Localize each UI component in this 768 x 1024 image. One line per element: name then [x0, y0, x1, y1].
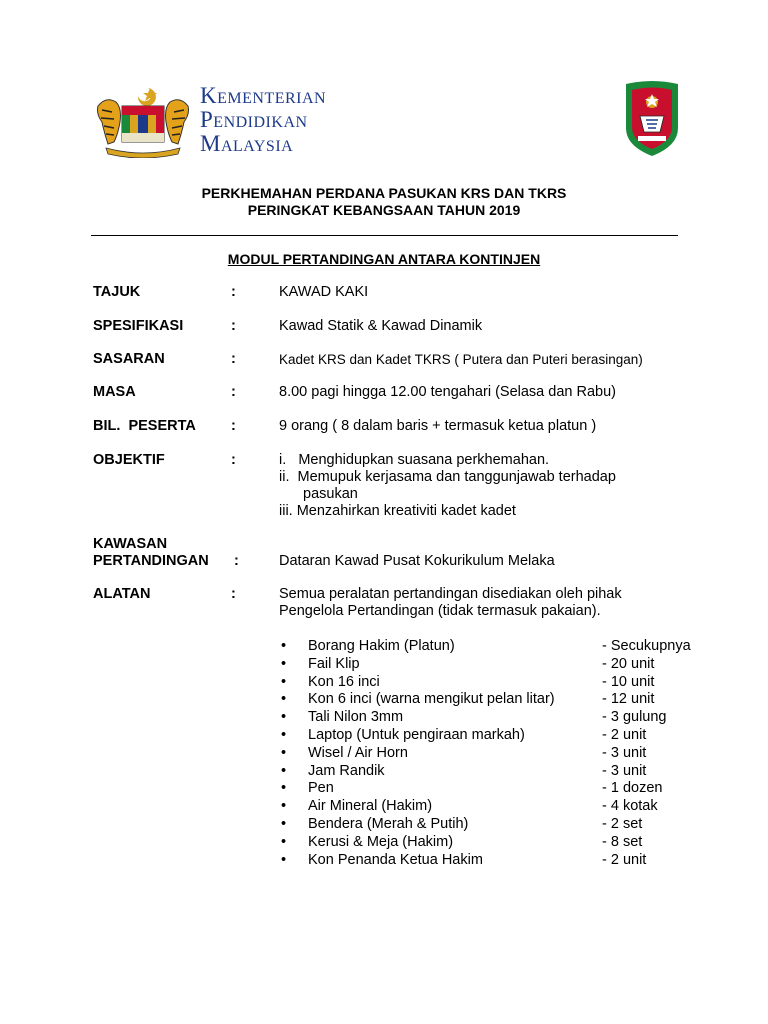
bullet-icon: •: [281, 851, 287, 868]
bullet-icon: •: [281, 673, 287, 690]
objective-list: [279, 452, 679, 520]
equipment-list: [279, 638, 719, 869]
field-label: OBJEKTIF: [93, 452, 165, 468]
ministry-line: Kementerian: [200, 83, 327, 108]
equipment-name: Kerusi & Meja (Hakim): [308, 833, 454, 850]
objective-item-continuation: pasukan: [303, 486, 358, 502]
equipment-quantity: - 1 dozen: [602, 780, 663, 797]
equipment-quantity: - 3 gulung: [602, 709, 667, 726]
equipment-name: Kon Penanda Ketua Hakim: [308, 851, 483, 868]
equipment-item: [279, 834, 719, 852]
field-colon: :: [234, 553, 239, 569]
field-colon: :: [231, 284, 236, 300]
event-title-line: PERINGKAT KEBANGSAAN TAHUN 2019: [247, 202, 521, 218]
equipment-item: [279, 691, 719, 709]
field-label: SPESIFIKASI: [93, 318, 184, 334]
field-value: 9 orang ( 8 dalam baris + termasuk ketua platun ): [279, 418, 597, 434]
bullet-icon: •: [281, 815, 287, 832]
equipment-item: [279, 763, 719, 781]
objective-item: ii. Memupuk kerjasama dan tanggunjawab terhadap: [279, 469, 616, 485]
bullet-icon: •: [281, 638, 287, 654]
ministry-wordmark: [200, 84, 326, 156]
field-label: TAJUK: [93, 284, 141, 300]
field-colon: :: [231, 586, 236, 602]
field-label: KAWASAN: [93, 536, 168, 552]
krs-shield-logo: [622, 80, 682, 158]
bullet-icon: •: [281, 691, 287, 708]
field-label: ALATAN: [93, 586, 151, 602]
equipment-name: Borang Hakim (Platun): [308, 638, 455, 654]
equipment-name: Fail Klip: [308, 655, 360, 672]
field-colon: :: [231, 384, 236, 400]
field-label: SASARAN: [93, 351, 165, 367]
field-value: KAWAD KAKI: [279, 284, 369, 300]
bullet-icon: •: [281, 762, 287, 779]
field-label: PERTANDINGAN: [93, 553, 209, 569]
equipment-quantity: - 4 kotak: [602, 798, 658, 815]
event-title-line: PERKHEMAHAN PERDANA PASUKAN KRS DAN TKRS: [201, 185, 567, 201]
equipment-item: [279, 638, 719, 656]
equipment-item: [279, 852, 719, 870]
field-label: MASA: [93, 384, 136, 400]
bullet-icon: •: [281, 780, 287, 797]
field-value-line: Pengelola Pertandingan (tidak termasuk pakaian).: [279, 603, 601, 619]
equipment-name: Laptop (Untuk pengiraan markah): [308, 726, 525, 743]
equipment-item: [279, 780, 719, 798]
module-title: MODUL PERTANDINGAN ANTARA KONTINJEN: [227, 251, 541, 267]
equipment-item: [279, 745, 719, 763]
field-value: Kadet KRS dan Kadet TKRS ( Putera dan Puteri berasingan): [279, 352, 643, 367]
field-value: Dataran Kawad Pusat Kokurikulum Melaka: [279, 553, 555, 569]
bullet-icon: •: [281, 709, 287, 726]
divider-rule: [91, 235, 678, 236]
equipment-item: [279, 674, 719, 692]
equipment-quantity: - 20 unit: [602, 655, 655, 672]
objective-item: iii. Menzahirkan kreativiti kadet kadet: [279, 503, 516, 519]
equipment-quantity: - 8 set: [602, 833, 643, 850]
equipment-quantity: - Secukupnya: [602, 638, 691, 654]
equipment-name: Tali Nilon 3mm: [308, 709, 404, 726]
equipment-item: [279, 798, 719, 816]
equipment-name: Bendera (Merah & Putih): [308, 815, 469, 832]
field-value: [279, 586, 699, 620]
ministry-line: Malaysia: [200, 131, 294, 156]
equipment-quantity: - 10 unit: [602, 673, 655, 690]
malaysia-coat-of-arms-logo: [92, 86, 194, 158]
equipment-quantity: - 3 unit: [602, 762, 647, 779]
bullet-icon: •: [281, 726, 287, 743]
bullet-icon: •: [281, 655, 287, 672]
ministry-line: Pendidikan: [200, 107, 308, 132]
bullet-icon: •: [281, 798, 287, 815]
equipment-item: [279, 816, 719, 834]
equipment-quantity: - 12 unit: [602, 691, 655, 708]
equipment-name: Kon 6 inci (warna mengikut pelan litar): [308, 691, 555, 708]
equipment-name: Pen: [308, 780, 334, 797]
event-title: [90, 185, 678, 219]
equipment-name: Air Mineral (Hakim): [308, 798, 433, 815]
equipment-name: Wisel / Air Horn: [308, 744, 408, 761]
equipment-quantity: - 2 unit: [602, 851, 647, 868]
bullet-icon: •: [281, 833, 287, 850]
field-colon: :: [231, 318, 236, 334]
field-colon: :: [231, 351, 236, 367]
bullet-icon: •: [281, 744, 287, 761]
equipment-name: Kon 16 inci: [308, 673, 380, 690]
field-value: Kawad Statik & Kawad Dinamik: [279, 318, 483, 334]
equipment-name: Jam Randik: [308, 762, 385, 779]
field-colon: :: [231, 418, 236, 434]
equipment-quantity: - 3 unit: [602, 744, 647, 761]
equipment-item: [279, 727, 719, 745]
field-value-line: Semua peralatan pertandingan disediakan oleh pihak: [279, 586, 622, 602]
field-colon: :: [231, 452, 236, 468]
field-value: 8.00 pagi hingga 12.00 tengahari (Selasa dan Rabu): [279, 384, 616, 400]
equipment-quantity: - 2 set: [602, 815, 643, 832]
equipment-item: [279, 709, 719, 727]
objective-item: i. Menghidupkan suasana perkhemahan.: [279, 452, 550, 468]
equipment-item: [279, 656, 719, 674]
equipment-quantity: - 2 unit: [602, 726, 647, 743]
field-label: BIL. PESERTA: [93, 418, 196, 434]
